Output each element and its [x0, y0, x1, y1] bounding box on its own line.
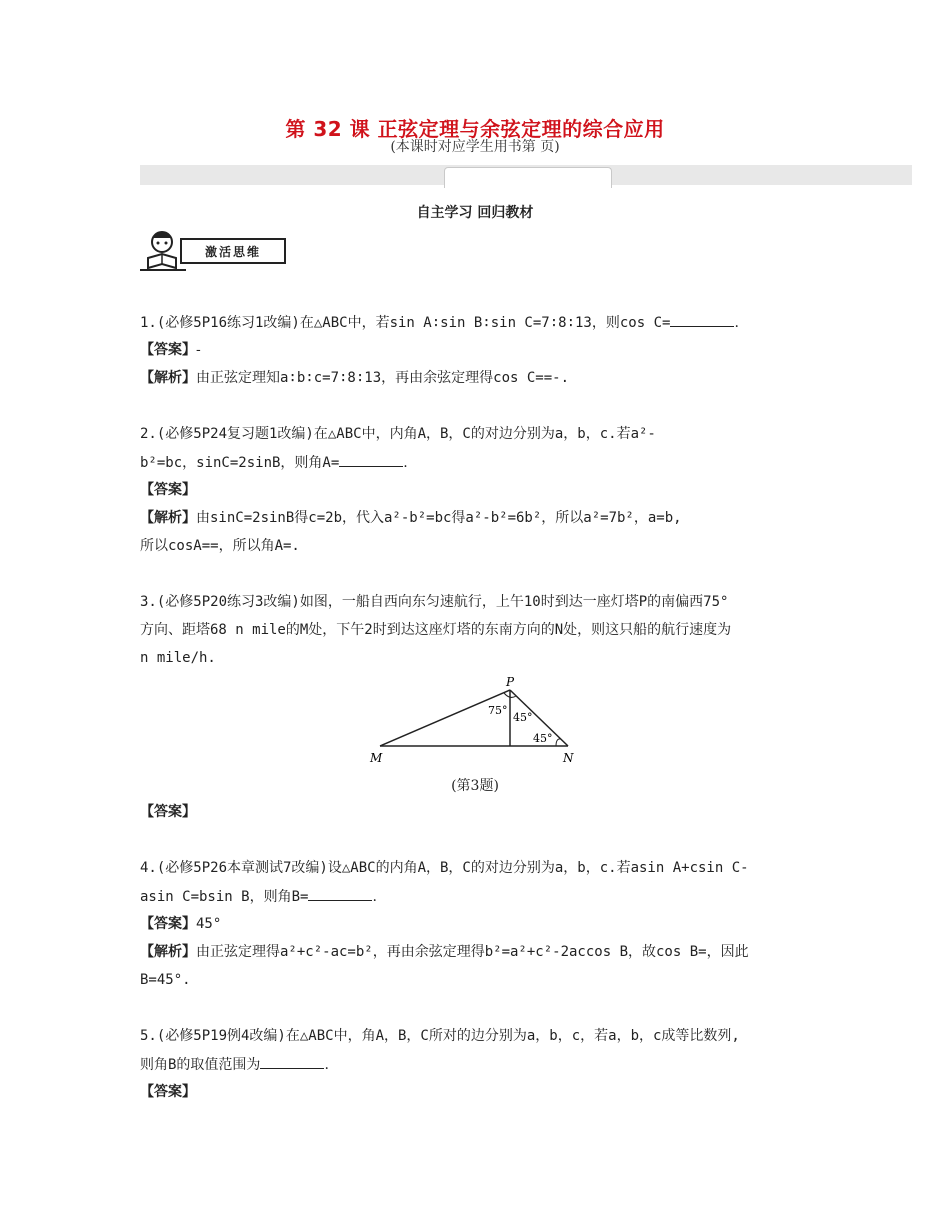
problem-4-text-2: asin C=bsin B，则角B= . [140, 886, 377, 907]
problem-3-answer: 【答案】 [140, 804, 196, 820]
problem-4-text: 4.(必修5P26本章测试7改编)设△ABC的内角A，B，C的对边分别为a，b，c.若asin A+csin C- [140, 860, 749, 876]
header-tab [444, 167, 612, 188]
problem-3-text: 3.(必修5P20练习3改编)如图，一船自西向东匀速航行，上午10时到达一座灯塔P的南偏西75° [140, 594, 729, 610]
problem-5-text: 5.(必修5P19例4改编)在△ABC中，角A，B，C所对的边分别为a，b，c，若a，b，c成等比数列, [140, 1028, 740, 1044]
problem-2-text: 2.(必修5P24复习题1改编)在△ABC中，内角A，B，C的对边分别为a，b，c.若a²- [140, 426, 656, 442]
page-title: 第 32 课 正弦定理与余弦定理的综合应用 [285, 117, 665, 141]
section-heading: 自主学习 回归教材 [416, 205, 534, 221]
problem-1-text: 1.(必修5P16练习1改编)在△ABC中，若sin A∶sin B∶sin C=7∶8∶13，则cos C= . [140, 312, 739, 333]
figure-caption: (第3题) [451, 778, 499, 794]
problem-5-text-2: 则角B的取值范围为 . [140, 1054, 329, 1075]
angle-45-bottom-label: 45° [533, 732, 553, 745]
answer-blank [670, 312, 734, 327]
badge-label: 激活思维 [180, 238, 286, 264]
angle-45-top-label: 45° [513, 711, 533, 724]
point-M-label: M [370, 751, 383, 765]
problem-4-analysis: 【解析】由正弦定理得a²+c²-ac=b²，再由余弦定理得b²=a²+c²-2accos B，故cos B=，因此 [140, 944, 749, 960]
page-subtitle: (本课时对应学生用书第 页) [390, 139, 560, 155]
problem-2-analysis: 【解析】由sinC=2sinB得c=2b，代入a²-b²=bc得a²-b²=6b²，所以a²=7b²，a=b, [140, 510, 682, 526]
problem-1-analysis: 【解析】由正弦定理知a∶b∶c=7∶8∶13，再由余弦定理得cos C==-. [140, 370, 570, 386]
point-N-label: N [563, 751, 574, 765]
problem-4-answer: 【答案】45° [140, 916, 222, 932]
problem-3-text-2: 方向、距塔68 n mile的M处，下午2时到达这座灯塔的东南方向的N处，则这只船的航行速度为 [140, 622, 732, 638]
problem-2-text-2: b²=bc，sinC=2sinB，则角A= . [140, 452, 408, 473]
activate-thinking-badge [140, 228, 285, 272]
problem-5-answer: 【答案】 [140, 1084, 196, 1100]
problem-2-answer: 【答案】 [140, 482, 196, 498]
angle-75-label: 75° [488, 704, 508, 717]
point-P-label: P [506, 675, 515, 689]
problem-2-analysis-2: 所以cosA==，所以角A=. [140, 538, 300, 554]
answer-blank [260, 1054, 324, 1069]
problem-4-analysis-2: B=45°. [140, 972, 191, 988]
problem-3-text-3: n mile/h. [140, 650, 216, 666]
answer-blank [339, 452, 403, 467]
problem-1-answer: 【答案】- [140, 342, 201, 358]
triangle-figure [360, 674, 590, 770]
answer-blank [308, 886, 372, 901]
